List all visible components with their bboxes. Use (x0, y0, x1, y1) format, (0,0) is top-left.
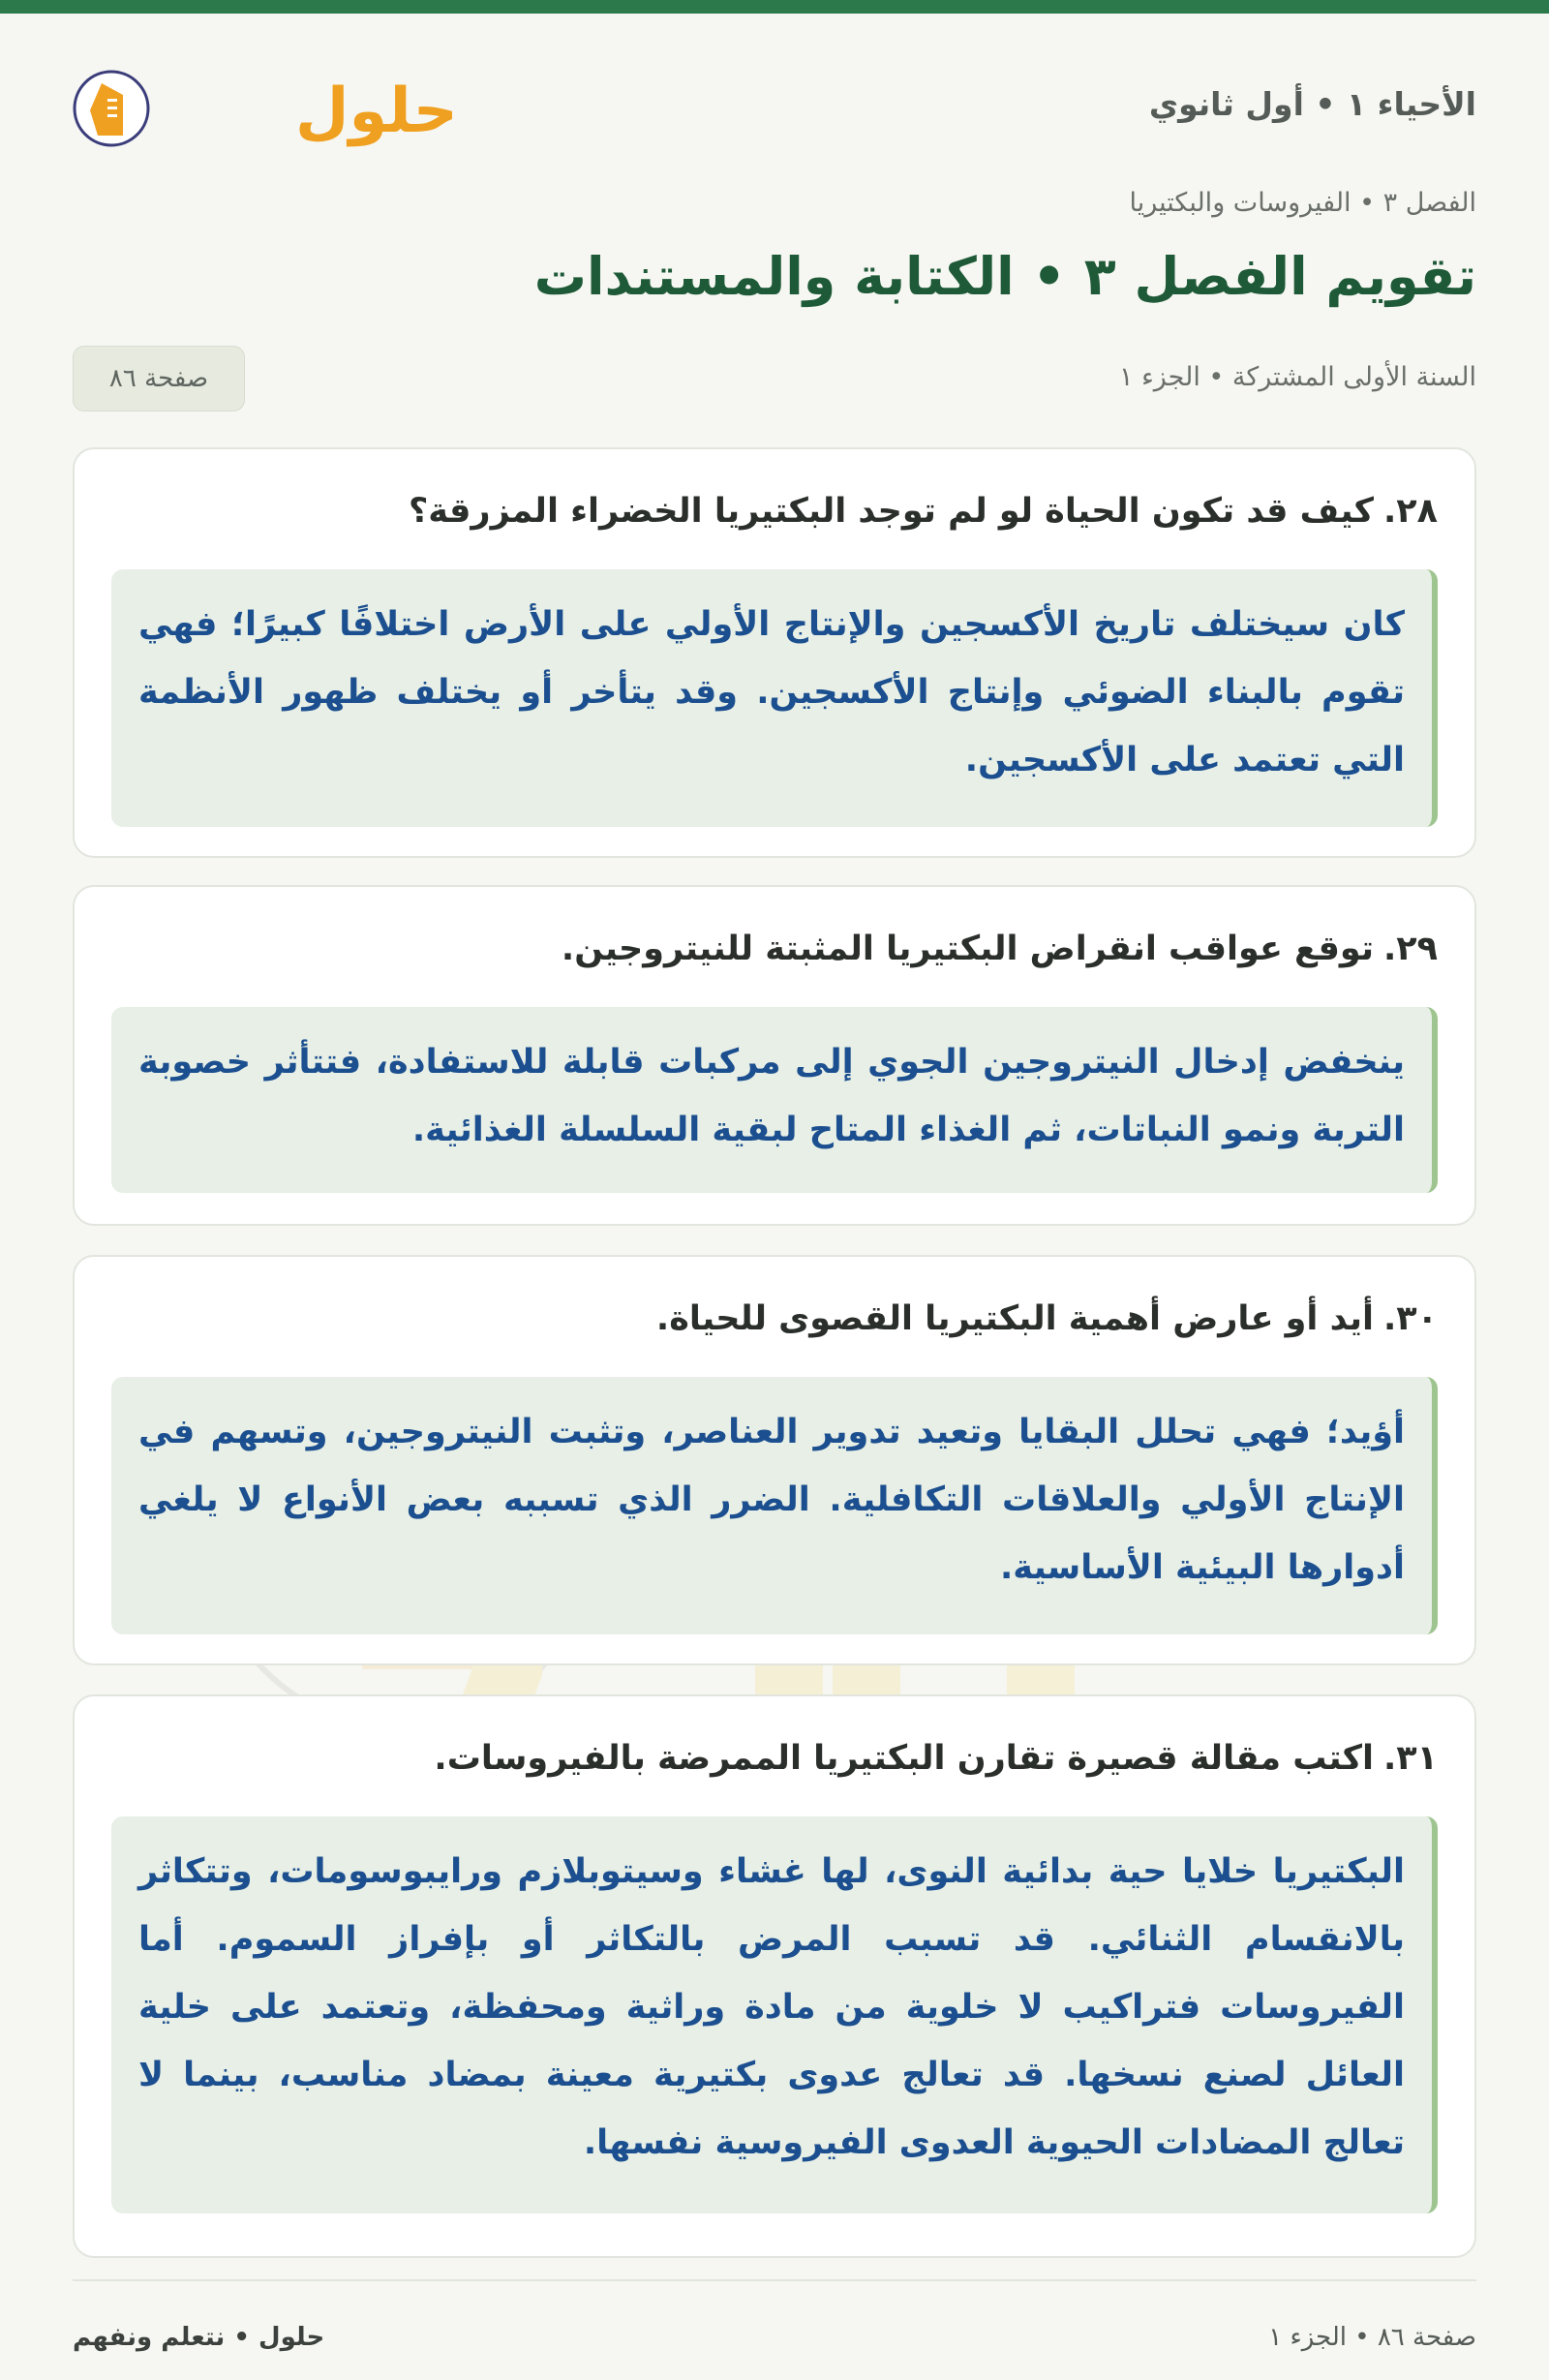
answer-box (111, 1377, 1438, 1634)
question-label: توقع عواقب انقراض البكتيريا المثبتة للنيتروجين. (561, 930, 1374, 968)
answer-box (111, 1816, 1438, 2213)
subject-label: الأحياء ١ • أول ثانوي (1148, 85, 1476, 123)
question-card (73, 447, 1476, 858)
footer-brand: حلول • نتعلم ونفهم (73, 2323, 325, 2352)
answer-text: البكتيريا خلايا حية بدائية النوى، لها غشاء وسيتوبلازم ورايبوسومات، وتتكاثر بالانقسام الثنائي. قد تسبب المرض بالتكاثر أو بإفراز السموم. أما الفيروسات فتراكيب لا خلوية من مادة وراثية ومحفظة، وتعتمد على خلية العائل لصنع نسخها. قد تعالج عدوى بكتيرية معينة بمضاد مناسب، بينما لا تعالج المضادات الحيوية العدوى الفيروسية نفسها. (138, 1852, 1405, 2162)
answer-box (111, 1007, 1438, 1193)
question-text (562, 930, 1438, 968)
answer-text: ينخفض إدخال النيتروجين الجوي إلى مركبات قابلة للاستفادة، فتتأثر خصوبة التربة ونمو النباتات، ثم الغذاء المتاح لبقية السلسلة الغذائية. (138, 1043, 1405, 1149)
answer-text: كان سيختلف تاريخ الأكسجين والإنتاج الأولي على الأرض اختلافًا كبيرًا؛ فهي تقوم بالبناء الضوئي وإنتاج الأكسجين. وقد يتأخر أو يختلف ظهور الأنظمة التي تعتمد على الأكسجين. (138, 605, 1405, 779)
question-number: ٣١. (1382, 1739, 1438, 1778)
page-title: تقويم الفصل ٣ • الكتابة والمستندات (533, 246, 1476, 307)
question-label: أيد أو عارض أهمية البكتيريا القصوى للحياة. (655, 1299, 1374, 1338)
question-card (73, 1694, 1476, 2258)
question-label: اكتب مقالة قصيرة تقارن البكتيريا الممرضة بالفيروسات. (434, 1739, 1374, 1778)
page (73, 14, 1476, 2380)
question-card (73, 1255, 1476, 1665)
footer-divider (73, 2279, 1476, 2281)
logo-text: حلول (295, 76, 458, 147)
top-accent-bar (0, 0, 1549, 14)
answer-text: أؤيد؛ فهي تحلل البقايا وتعيد تدوير العناصر، وتثبت النيتروجين، وتسهم في الإنتاج الأولي والعلاقات التكافلية. الضرر الذي تسببه بعض الأنواع لا يلغي أدوارها البيئية الأساسية. (138, 1413, 1405, 1587)
question-label: كيف قد تكون الحياة لو لم توجد البكتيريا الخضراء المزرقة؟ (408, 492, 1374, 531)
question-card (73, 885, 1476, 1226)
footer-page-info: صفحة ٨٦ • الجزء ١ (1268, 2323, 1476, 2352)
meta-line: السنة الأولى المشتركة • الجزء ١ (1118, 362, 1476, 392)
hulul-logo-icon[interactable] (73, 52, 458, 159)
question-number: ٣٠. (1382, 1299, 1438, 1338)
question-number: ٢٩. (1382, 930, 1438, 968)
page-number-badge: صفحة ٨٦ (73, 346, 245, 412)
question-text (656, 1299, 1438, 1338)
page-header (73, 14, 1476, 159)
breadcrumb: الفصل ٣ • الفيروسات والبكتيريا (1129, 188, 1476, 218)
question-text (409, 492, 1438, 531)
question-number: ٢٨. (1382, 492, 1438, 531)
question-text (434, 1739, 1438, 1778)
answer-box (111, 569, 1438, 827)
